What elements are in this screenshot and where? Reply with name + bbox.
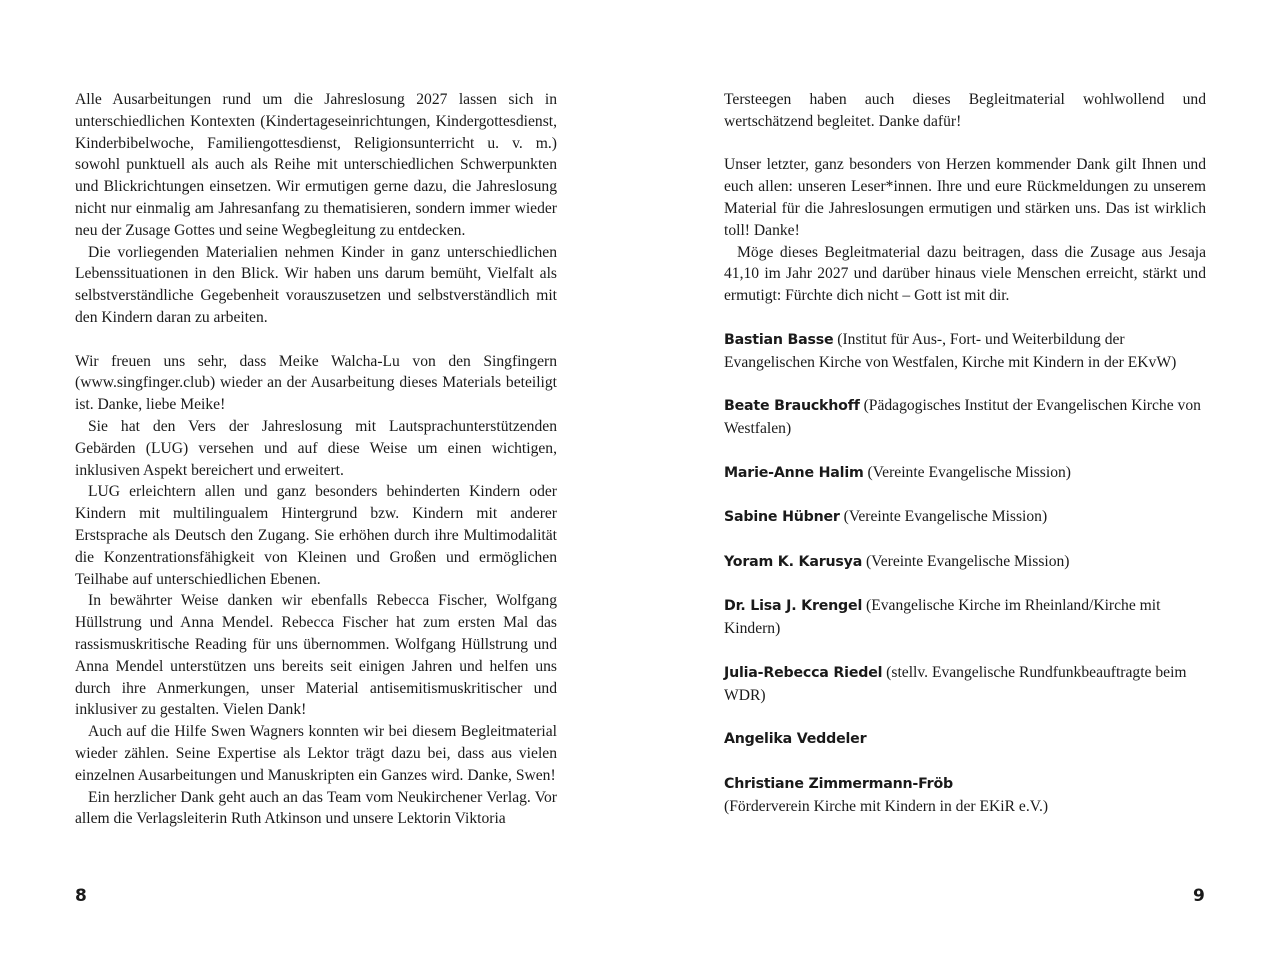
- paragraph-gap: [724, 484, 1206, 506]
- paragraph-gap: [724, 751, 1206, 773]
- body-paragraph: Die vorliegenden Materialien nehmen Kinder in ganz unterschiedlichen Lebenssituationen in den Blick. Wir haben uns darum bemüht, Vielfalt als selbstverständliche Gegebenheit vorauszusetzen und selbstverständlich mit den Kindern daran zu arbeiten.: [75, 243, 557, 326]
- contributor-affiliation: (Vereinte Evangelische Mission): [839, 508, 1048, 526]
- paragraph-gap: [724, 133, 1206, 155]
- body-paragraph: Unser letzter, ganz besonders von Herzen kommender Dank gilt Ihnen und euch allen: unseren Leser*innen. Ihre und eure Rückmeldungen zu unserem Material für die Jahreslosungen ermutigen und stärken uns. Das ist wirklich toll! Danke!: [724, 156, 1206, 239]
- contributor-entry: [724, 728, 1206, 751]
- body-paragraph: Auch auf die Hilfe Swen Wagners konnten wir bei diesem Begleitmaterial wieder zählen. Seine Expertise als Lektor trägt dazu bei, dass aus vielen einzelnen Ausarbeitungen und Manuskripten ein Ganzes wird. Danke, Swen!: [75, 723, 557, 784]
- paragraph-gap: [724, 307, 1206, 329]
- paragraph-gap: [724, 440, 1206, 462]
- paragraph-gap: [75, 329, 557, 351]
- body-paragraph: Wir freuen uns sehr, dass Meike Walcha-Lu von den Singfingern (www.singfinger.club) wieder an der Ausarbeitung dieses Materials beteiligt ist. Danke, liebe Meike!: [75, 352, 557, 414]
- contributor-entry: [724, 595, 1206, 640]
- contributor-name: Sabine Hübner: [724, 509, 840, 526]
- body-paragraph: LUG erleichtern allen und ganz besonders behinderten Kindern oder Kindern mit multilingualem Hintergrund bzw. Kindern mit anderer Erstsprache als Deutsch den Zugang. Sie erhöhen durch ihre Multimodalität die Konzentrationsfähigkeit von Kleinen und Großen und ermöglichen Teilhabe auf unterschiedlichen Ebenen.: [75, 483, 557, 588]
- contributor-entry: [724, 506, 1206, 529]
- contributor-name: Christiane Zimmermann-Fröb: [724, 775, 953, 792]
- paragraph-gap: [724, 373, 1206, 395]
- contributor-affiliation: (Vereinte Evangelische Mission): [862, 552, 1070, 570]
- contributor-entry: [724, 329, 1206, 374]
- contributor-name: Beate Brauckhoff: [724, 398, 860, 415]
- contributor-name: Julia-Rebecca Riedel: [724, 664, 883, 681]
- contributor-entry: [724, 395, 1206, 440]
- left-page: [75, 89, 557, 830]
- right-page: [724, 89, 1206, 817]
- contributor-entry: [724, 662, 1206, 707]
- contributor-affiliation: (Vereinte Evangelische Mission): [863, 463, 1071, 481]
- body-paragraph: Möge dieses Begleitmaterial dazu beitragen, dass die Zusage aus Jesaja 41,10 im Jahr 2027 und darüber hinaus viele Menschen erreicht, stärkt und ermutigt: Fürchte dich nicht – Gott ist mit dir.: [724, 243, 1206, 305]
- contributor-affiliation: (Pädagogisches Institut der Evangelischen Kirche von Westfalen): [724, 397, 1201, 437]
- contributor-name: Yoram K. Karusya: [724, 553, 863, 570]
- body-paragraph: Tersteegen haben auch dieses Begleitmaterial wohlwollend und wertschätzend begleitet. Danke dafür!: [724, 91, 1206, 130]
- paragraph-gap: [724, 706, 1206, 728]
- contributor-entry: [724, 551, 1206, 574]
- page-number: 9: [1193, 886, 1205, 906]
- body-paragraph: Ein herzlicher Dank geht auch an das Team vom Neukirchener Verlag. Vor allem die Verlagsleiterin Ruth Atkinson und unsere Lektorin Viktoria: [75, 788, 557, 828]
- paragraph-gap: [724, 640, 1206, 662]
- body-paragraph: Alle Ausarbeitungen rund um die Jahreslosung 2027 lassen sich in unterschiedlichen Kontexten (Kindertageseinrichtungen, Kindergottesdienst, Kinderbibelwoche, Familiengottesdienst, Religionsunterricht u. v. m.) sowohl punktuell als auch als Reihe mit unterschiedlichen Schwerpunkten und Blickrichtungen einsetzen. Wir ermutigen gerne dazu, die Jahreslosung nicht nur einmalig am Jahresanfang zu thematisieren, sondern immer wieder neu der Zusage Gottes und seine Wegbegleitung zu entdecken.: [75, 91, 557, 239]
- contributor-name: Dr. Lisa J. Krengel: [724, 598, 863, 615]
- contributor-affiliation: (Evangelische Kirche im Rheinland/Kirche mit Kindern): [724, 597, 1161, 638]
- contributor-affiliation: (Institut für Aus-, Fort- und Weiterbildung der Evangelischen Kirche von Westfalen, Kirche mit Kindern in der EKvW): [724, 330, 1177, 371]
- body-paragraph: In bewährter Weise danken wir ebenfalls Rebecca Fischer, Wolfgang Hüllstrung und Anna Mendel. Rebecca Fischer hat zum ersten Mal das rassismuskritische Reading für uns übernommen. Wolfgang Hüllstrung und Anna Mendel unterstützen uns bereits seit einigen Jahren und helfen uns durch ihre Anmerkungen, unser Material antisemitismuskritischer und inklusiver zu gestalten. Vielen Dank!: [75, 592, 557, 719]
- contributor-entry: [724, 462, 1206, 485]
- page-number: 8: [75, 886, 87, 906]
- paragraph-gap: [724, 574, 1206, 596]
- contributor-name: Angelika Veddeler: [724, 731, 867, 748]
- body-paragraph: Sie hat den Vers der Jahreslosung mit Lautsprachunterstützenden Gebärden (LUG) versehen und auf diese Weise um einen wichtigen, inklusiven Aspekt bereichert und erweitert.: [75, 417, 557, 479]
- contributor-affiliation: (stellv. Evangelische Rundfunkbeauftragte beim WDR): [724, 663, 1187, 704]
- contributor-affiliation: (Förderverein Kirche mit Kindern in der EKiR e.V.): [724, 797, 1049, 815]
- contributor-entry: [724, 773, 1206, 818]
- contributor-name: Marie-Anne Halim: [724, 464, 864, 481]
- paragraph-gap: [724, 529, 1206, 551]
- contributor-name: Bastian Basse: [724, 331, 834, 348]
